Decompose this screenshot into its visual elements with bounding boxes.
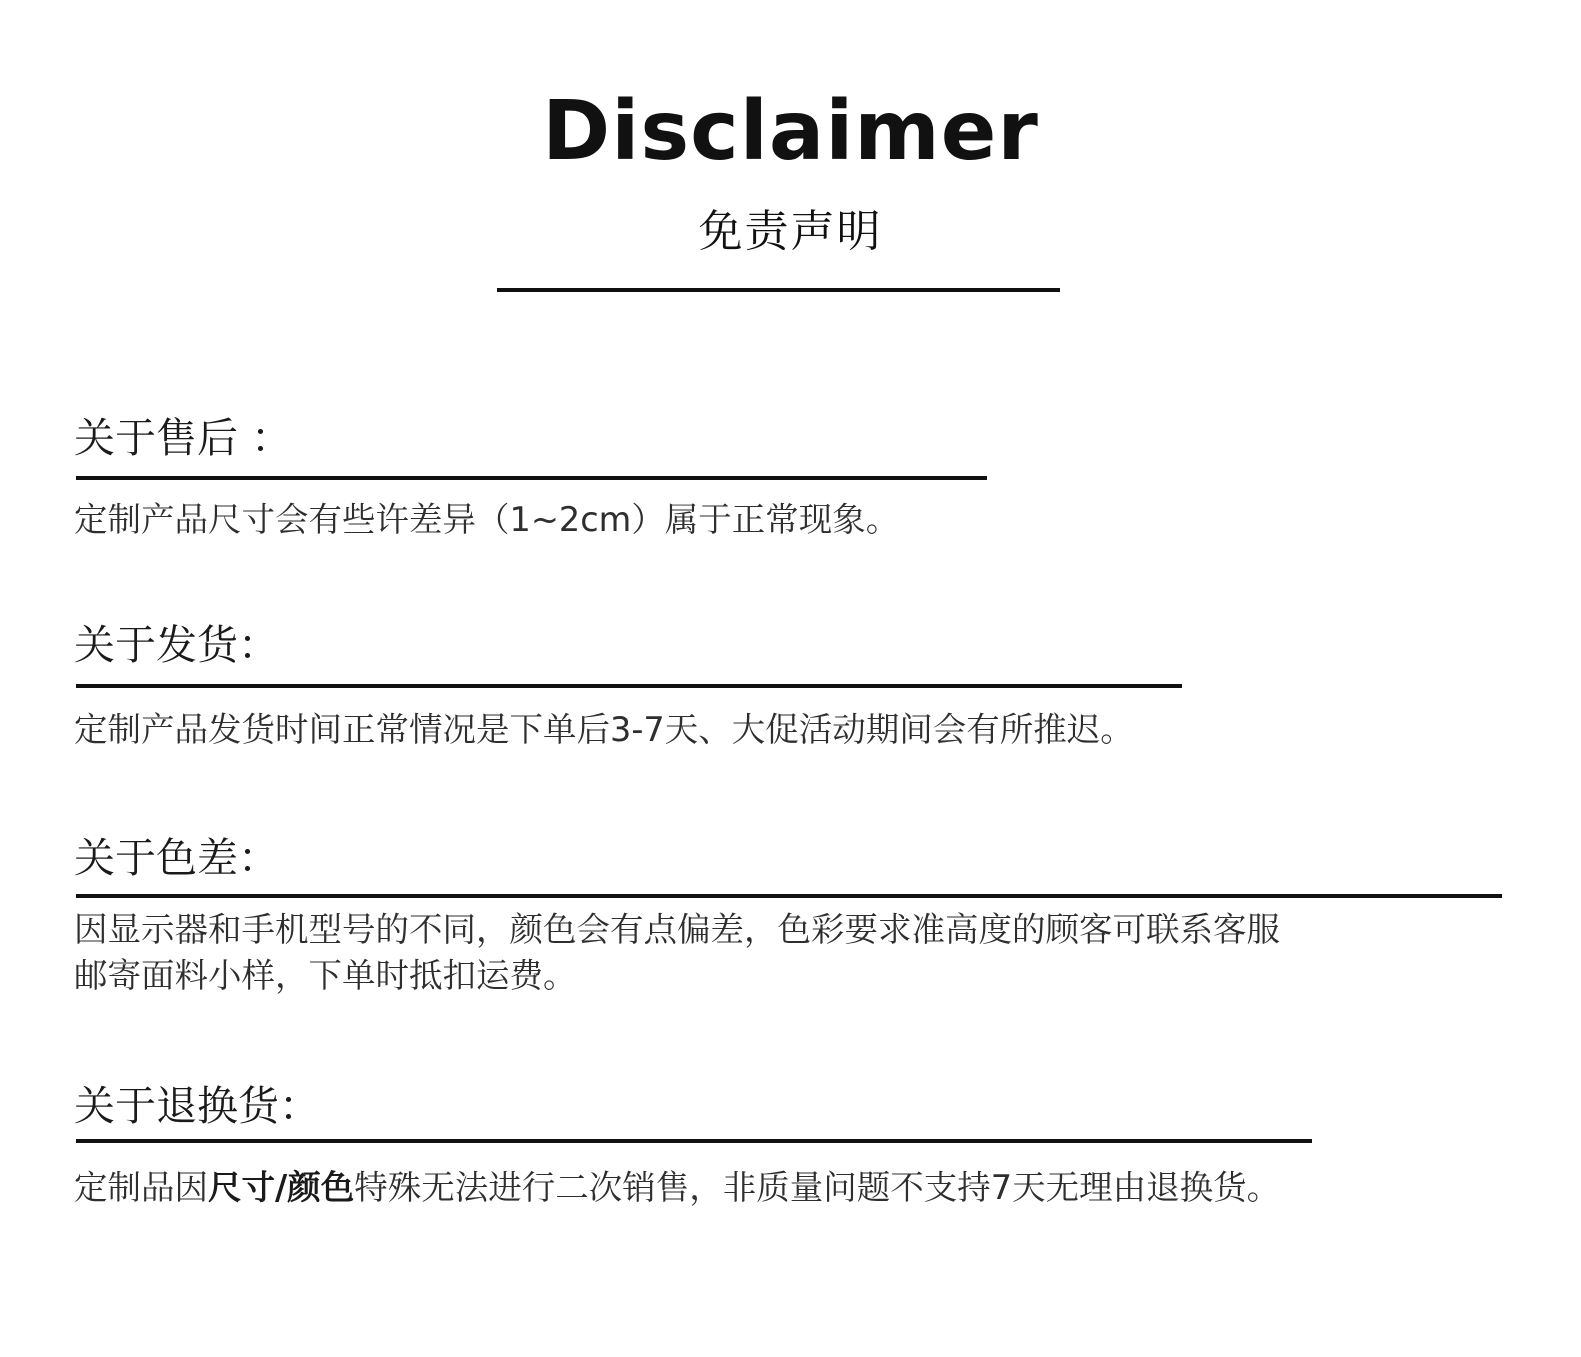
- returns-text-suffix: 特殊无法进行二次销售，非质量问题不支持7天无理由退换货。: [354, 1168, 1281, 1207]
- returns-text-emphasis: 尺寸/颜色: [208, 1168, 355, 1207]
- returns-text-prefix: 定制品因: [74, 1168, 208, 1207]
- section-text-after-sales: 定制产品尺寸会有些许差异（1~2cm）属于正常现象。: [74, 500, 900, 539]
- page-subtitle: 免责声明: [698, 206, 883, 257]
- title-divider: [497, 288, 1060, 292]
- section-divider: [76, 894, 1502, 898]
- section-divider: [76, 476, 987, 480]
- section-text-shipping: 定制产品发货时间正常情况是下单后3-7天、大促活动期间会有所推迟。: [74, 710, 1134, 749]
- section-text-color-difference-line-1: 因显示器和手机型号的不同，颜色会有点偏差，色彩要求准高度的顾客可联系客服: [74, 910, 1280, 949]
- section-divider: [76, 1139, 1312, 1143]
- section-text-returns: [74, 1164, 1280, 1212]
- section-heading-shipping: 关于发货：: [74, 621, 279, 669]
- section-divider: [76, 684, 1182, 688]
- section-heading-color-difference: 关于色差：: [74, 834, 279, 882]
- section-text-color-difference-line-2: 邮寄面料小样，下单时抵扣运费。: [74, 956, 577, 995]
- section-heading-after-sales: 关于售后 ：: [74, 414, 293, 462]
- section-heading-returns: 关于退换货：: [74, 1082, 320, 1130]
- page-title: Disclaimer: [542, 84, 1039, 179]
